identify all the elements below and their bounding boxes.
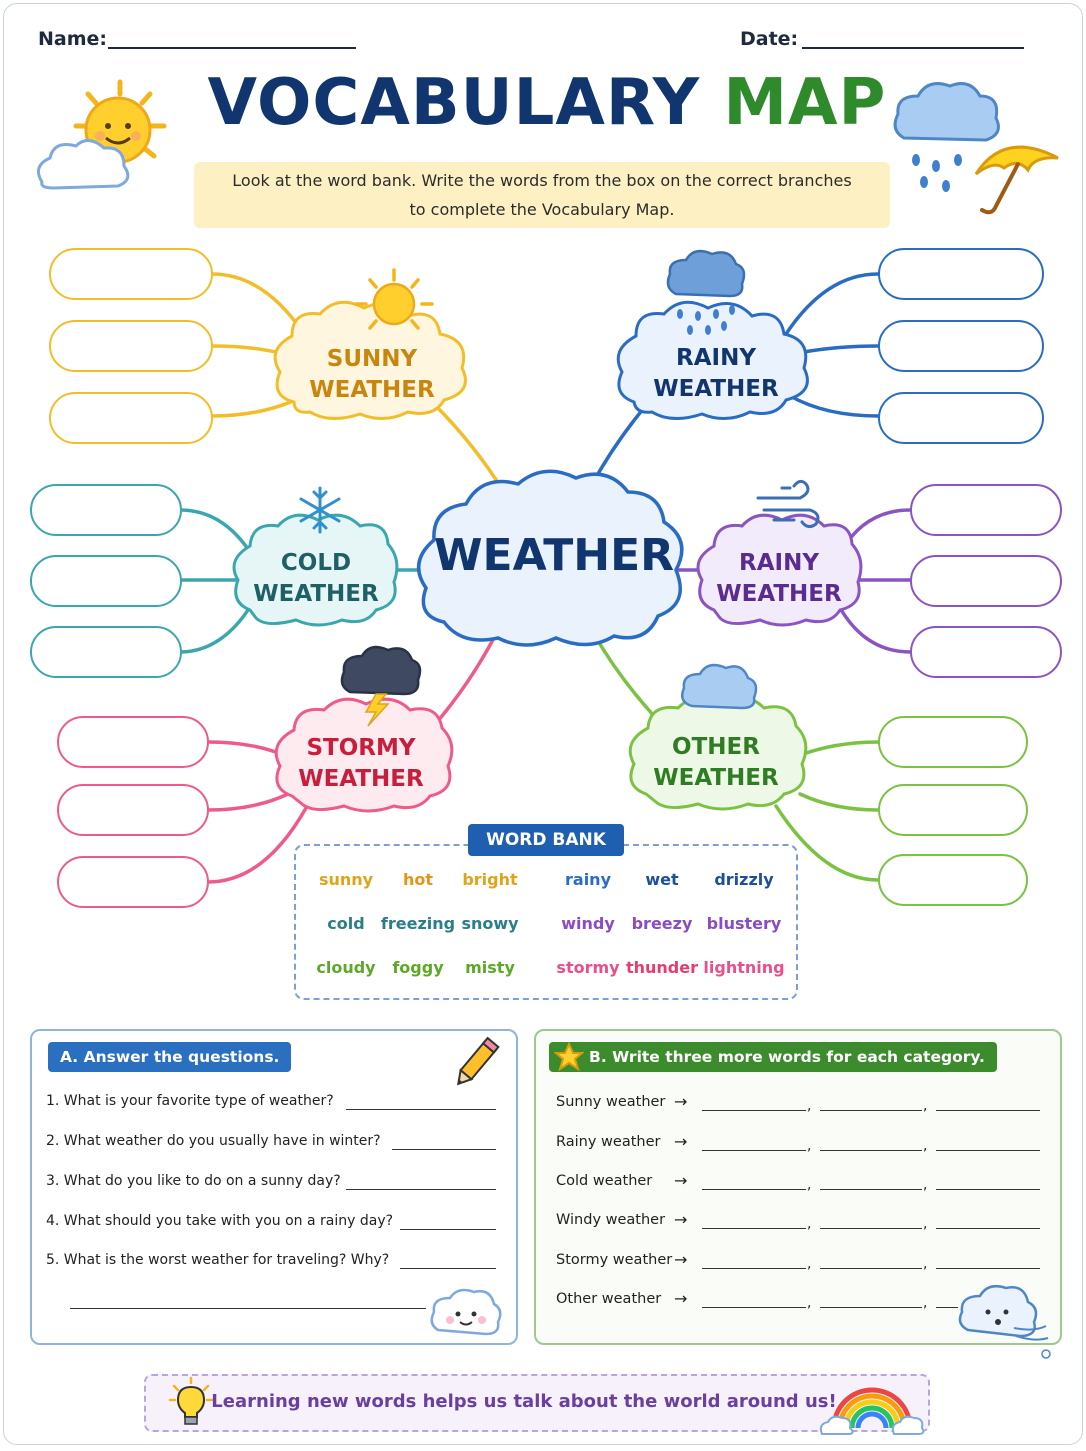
other-label-line-2: WEATHER [653, 765, 779, 791]
windy-answer-box-3[interactable] [910, 626, 1062, 678]
category-label: Windy weather [556, 1212, 666, 1228]
comma-separator: , [807, 1295, 812, 1311]
answer-line[interactable] [400, 1268, 496, 1269]
stormy-answer-box-3[interactable] [57, 856, 209, 908]
category-label: Stormy weather [556, 1252, 673, 1268]
sunny-answer-box-2[interactable] [49, 320, 213, 372]
sunny-answer-box-3[interactable] [49, 392, 213, 444]
wind-cloud-icon [954, 1282, 1054, 1362]
question-text: 3. What do you like to do on a sunny day? [46, 1173, 341, 1189]
word-bank-word: stormy [556, 958, 620, 977]
word-blank-line[interactable] [820, 1189, 922, 1190]
word-bank-word: windy [561, 914, 615, 933]
word-bank-title: WORD BANK [468, 824, 624, 856]
word-blank-line[interactable] [936, 1228, 1040, 1229]
stormy-label-line-1: STORMY [306, 735, 416, 761]
comma-separator: , [923, 1295, 928, 1311]
word-blank-line[interactable] [702, 1150, 806, 1151]
comma-separator: , [923, 1256, 928, 1272]
word-bank-word: hot [402, 870, 434, 889]
word-bank-word: thunder [625, 958, 698, 977]
comma-separator: , [807, 1256, 812, 1272]
category-label: Rainy weather [556, 1134, 661, 1150]
word-blank-line[interactable] [936, 1110, 1040, 1111]
arrow-icon: → [674, 1289, 688, 1308]
name-label: Name: [38, 28, 108, 50]
rainy-category-label [636, 343, 796, 405]
answer-line[interactable] [392, 1149, 496, 1150]
rainy-answer-box-3[interactable] [878, 392, 1044, 444]
word-blank-line[interactable] [702, 1307, 806, 1308]
stormy-label-line-2: WEATHER [298, 766, 424, 792]
cold-category-label [242, 548, 390, 610]
title-part-1: VOCABULARY [207, 66, 701, 140]
center-topic-label: WEATHER [434, 530, 675, 581]
instructions-line-1: Look at the word bank. Write the words from the box on the correct branches [232, 171, 852, 190]
word-bank-word: rainy [565, 870, 611, 889]
arrow-icon: → [674, 1132, 688, 1151]
question-text: 2. What weather do you usually have in winter? [46, 1133, 381, 1149]
footer-text: Learning new words helps us talk about the world around us! [211, 1391, 837, 1412]
word-bank-word: misty [465, 958, 515, 977]
word-blank-line[interactable] [820, 1307, 922, 1308]
question-text: 1. What is your favorite type of weather? [46, 1093, 334, 1109]
sunny-answer-box-1[interactable] [49, 248, 213, 300]
word-bank-word: bright [462, 870, 518, 889]
other-category-label [640, 732, 792, 794]
category-label: Other weather [556, 1291, 662, 1307]
cold-label-line-2: WEATHER [253, 581, 379, 607]
stormy-answer-box-1[interactable] [57, 716, 209, 768]
word-bank-word: drizzly [714, 870, 774, 889]
instructions-line-2: to complete the Vocabulary Map. [409, 200, 675, 219]
comma-separator: , [807, 1138, 812, 1154]
word-blank-line[interactable] [820, 1150, 922, 1151]
section-a-title: A. Answer the questions. [48, 1042, 291, 1072]
word-bank-word: blustery [706, 914, 782, 933]
windy-answer-box-1[interactable] [910, 484, 1062, 536]
cold-answer-box-3[interactable] [30, 626, 182, 678]
word-blank-line[interactable] [820, 1268, 922, 1269]
comma-separator: , [923, 1177, 928, 1193]
comma-separator: , [807, 1177, 812, 1193]
rainbow-icon [818, 1368, 926, 1436]
word-bank-word: breezy [631, 914, 693, 933]
sunny-label-line-1: SUNNY [326, 346, 418, 372]
word-bank-word: foggy [392, 958, 444, 977]
other-answer-box-1[interactable] [878, 716, 1028, 768]
word-bank-word: wet [645, 870, 679, 889]
rainy-answer-box-1[interactable] [878, 248, 1044, 300]
arrow-icon: → [674, 1171, 688, 1190]
question-5-extra-line[interactable] [70, 1308, 426, 1309]
word-bank-word: freezing [380, 914, 456, 933]
word-bank-word: sunny [318, 870, 374, 889]
cold-answer-box-1[interactable] [30, 484, 182, 536]
other-label-line-1: OTHER [672, 734, 760, 760]
cloud-small-icon [682, 665, 756, 708]
comma-separator: , [923, 1098, 928, 1114]
rainy-label-line-2: WEATHER [653, 376, 779, 402]
answer-line[interactable] [400, 1229, 496, 1230]
windy-label-line-1: RAINY [739, 550, 819, 576]
arrow-icon: → [674, 1092, 688, 1111]
answer-line[interactable] [346, 1189, 496, 1190]
word-blank-line[interactable] [936, 1268, 1040, 1269]
stormy-answer-box-2[interactable] [57, 784, 209, 836]
comma-separator: , [807, 1098, 812, 1114]
word-blank-line[interactable] [702, 1268, 806, 1269]
question-text: 4. What should you take with you on a rainy day? [46, 1213, 394, 1229]
other-answer-box-3[interactable] [878, 854, 1028, 906]
pencil-icon [450, 1036, 500, 1092]
comma-separator: , [923, 1216, 928, 1232]
word-blank-line[interactable] [936, 1150, 1040, 1151]
section-b-title: B. Write three more words for each category. [549, 1042, 997, 1072]
arrow-icon: → [674, 1210, 688, 1229]
sunny-category-label [294, 344, 450, 406]
cold-label-line-1: COLD [280, 550, 352, 576]
cold-answer-box-2[interactable] [30, 555, 182, 607]
rainy-answer-box-2[interactable] [878, 320, 1044, 372]
category-label: Sunny weather [556, 1094, 666, 1110]
word-blank-line[interactable] [702, 1189, 806, 1190]
question-text: 5. What is the worst weather for traveling? Why? [46, 1252, 390, 1268]
word-bank-word: snowy [461, 914, 519, 933]
word-blank-line[interactable] [702, 1228, 806, 1229]
word-bank-word: cold [327, 914, 365, 933]
title-part-2: MAP [723, 66, 887, 140]
word-blank-line[interactable] [820, 1110, 922, 1111]
other-answer-box-2[interactable] [878, 784, 1028, 836]
word-blank-line[interactable] [820, 1228, 922, 1229]
word-blank-line[interactable] [702, 1110, 806, 1111]
windy-category-label [704, 548, 854, 610]
stormy-category-label [286, 733, 436, 795]
worksheet-page [3, 3, 1083, 1445]
comma-separator: , [923, 1138, 928, 1154]
rainy-label-line-1: RAINY [676, 345, 756, 371]
word-bank-word: cloudy [316, 958, 376, 977]
sunny-label-line-2: WEATHER [309, 377, 435, 403]
date-label: Date: [740, 28, 799, 50]
word-bank-word: lightning [703, 958, 785, 977]
smiling-cloud-icon [426, 1284, 504, 1340]
windy-label-line-2: WEATHER [716, 581, 842, 607]
word-blank-line[interactable] [936, 1189, 1040, 1190]
category-label: Cold weather [556, 1173, 653, 1189]
windy-answer-box-2[interactable] [910, 555, 1062, 607]
answer-line[interactable] [346, 1109, 496, 1110]
arrow-icon: → [674, 1250, 688, 1269]
star-icon [554, 1042, 584, 1072]
comma-separator: , [807, 1216, 812, 1232]
